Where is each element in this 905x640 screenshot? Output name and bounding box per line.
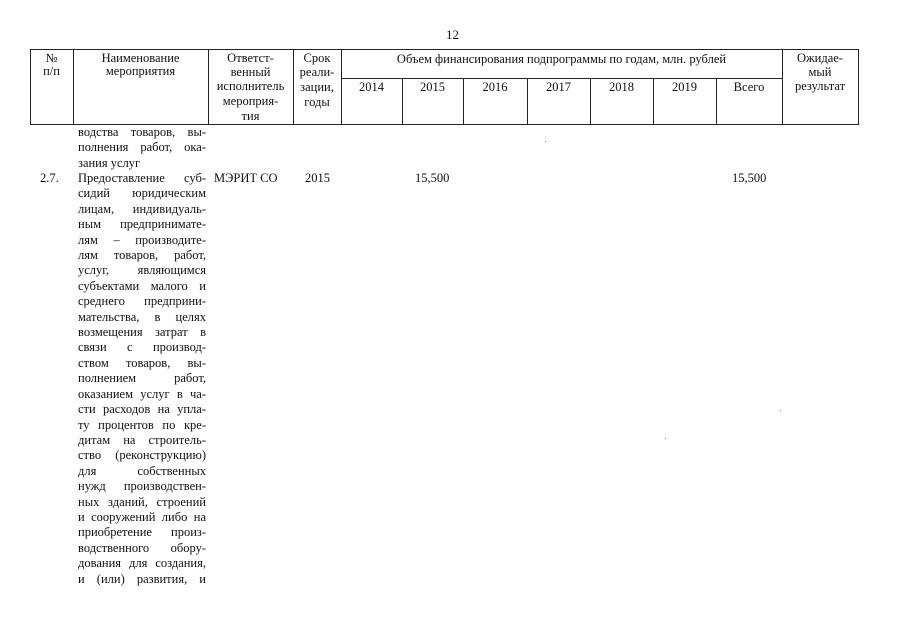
row-name-line: ту процентов по кре-	[78, 417, 206, 432]
row-value-2015: 15,500	[415, 171, 450, 185]
row-name-line: субъектами малого и	[78, 278, 206, 293]
header-year-2017: 2017	[546, 80, 571, 94]
scan-speck	[780, 410, 781, 411]
row-name-line: и (или) развития, и	[78, 571, 206, 586]
header-term-line: Срок	[303, 51, 331, 65]
header-resp-line: тия	[241, 109, 260, 123]
header-year-2015: 2015	[420, 80, 445, 94]
row-name-line: сидий юридическим	[78, 186, 206, 201]
header-total: Всего	[733, 80, 765, 94]
row-name-line: нужд производствен-	[78, 479, 206, 494]
header-resp-line: Ответст-	[227, 51, 274, 65]
header-term-line: реали-	[299, 65, 335, 79]
scan-speck	[665, 438, 666, 439]
row-responsible: МЭРИТ СО	[214, 171, 278, 185]
row-name-line: лицам, индивидуаль-	[78, 201, 206, 216]
header-name-line: Наименование	[101, 51, 180, 65]
row-value-total: 15,500	[732, 171, 767, 185]
table-right-border	[858, 49, 859, 125]
row-name-line: для собственных	[78, 463, 206, 478]
header-result-line: Ожидае-	[797, 51, 843, 65]
row-name-line: лям товаров, работ,	[78, 248, 206, 263]
row-name-line: дитам на строитель-	[78, 432, 206, 447]
row-name-line: Предоставление суб-	[78, 171, 206, 185]
row-number: 2.7.	[40, 171, 59, 185]
row-name-line: ство (реконструкцию)	[78, 448, 206, 463]
header-year-2016: 2016	[482, 80, 508, 94]
header-result-line: мый	[808, 65, 832, 79]
continued-text	[78, 125, 206, 171]
header-year-2019: 2019	[672, 80, 697, 94]
continued-line: зания услуг	[78, 155, 141, 170]
header-year-2018: 2018	[609, 80, 634, 94]
continued-line: полнения работ, ока-	[78, 140, 206, 155]
page-number: 12	[446, 27, 459, 42]
header-num-line: п/п	[43, 64, 60, 78]
row-name-line: возмещения затрат в	[78, 325, 206, 340]
row-name-line: ным предпринимате-	[78, 217, 206, 232]
row-name-line: ных зданий, строений	[78, 494, 206, 509]
row-name-line: полнением работ,	[78, 371, 206, 386]
header-funding-title: Объем финансирования подпрограммы по годам, млн. рублей	[396, 52, 727, 66]
header-resp-line: венный	[230, 65, 271, 79]
row-term: 2015	[305, 171, 330, 185]
row-name-line: и сооружений либо на	[78, 509, 206, 524]
row-name	[78, 171, 206, 587]
row-name-line: среднего предприни-	[78, 294, 206, 309]
header-resp-line: исполнитель	[216, 79, 285, 93]
continued-line: водства товаров, вы-	[78, 125, 206, 139]
row-name-line: лям – производите-	[78, 232, 206, 247]
header-num-line: №	[45, 51, 58, 65]
header-result-line: результат	[794, 79, 846, 93]
row-name-line: ством товаров, вы-	[78, 355, 206, 370]
row-name-line: оказанием услуг в ча-	[78, 386, 206, 401]
row-name-line: водственного обору-	[78, 540, 206, 555]
row-name-line: приобретение произ-	[78, 525, 206, 540]
row-name-line: услуг, являющимся	[78, 263, 206, 278]
scan-speck	[545, 141, 546, 142]
header-name-line: мероприятия	[105, 64, 176, 78]
table-top-border	[30, 49, 859, 50]
header-resp-line: мероприя-	[222, 94, 279, 108]
header-term-line: годы	[304, 95, 330, 109]
header-year-2014: 2014	[359, 80, 384, 94]
row-name-line: мательства, в целях	[78, 309, 206, 324]
row-name-line: связи с производ-	[78, 340, 206, 355]
row-name-line: сти расходов на упла-	[78, 402, 206, 417]
header-term-line: зации,	[300, 80, 334, 94]
row-name-line: дования для создания,	[78, 556, 206, 571]
